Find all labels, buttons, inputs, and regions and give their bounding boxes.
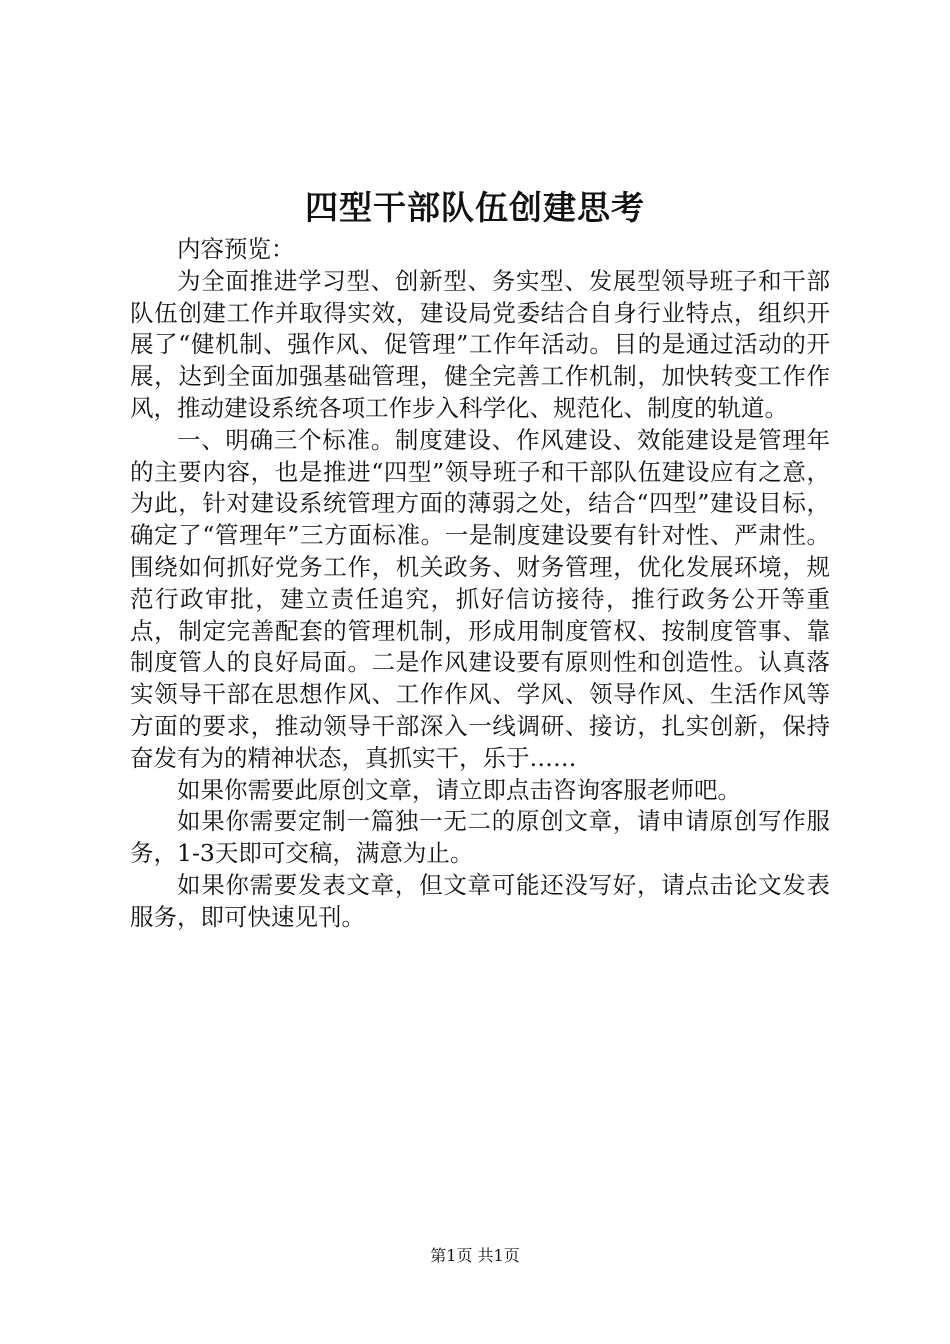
paragraph-contact-service: 如果你需要此原创文章，请立即点击咨询客服老师吧。 (177, 775, 741, 804)
paragraph-standards: 一、明确三个标准。制度建设、作风建设、效能建设是管理年的主要内容，也是推进“四型”领导班子和干部队伍建设应有之意，为此，针对建设系统管理方面的薄弱之处，结合“四型”建设目标，确定了“管理年”三方面标准。一是制度建设要有针对性、严肃性。围绕如何抓好党务工作，机关政务、财务管理，优化发展环境，规范行政审批，建立责任追究，抓好信访接待，推行政务公开等重点，制定完善配套的管理机制，形成用制度管权、按制度管事、靠制度管人的良好局面。二是作风建设要有原则性和创造性。认真落实领导干部在思想作风、工作作风、学风、领导作风、生活作风等方面的要求，推动领导干部深入一线调研、接访，扎实创新，保持奋发有为的精神状态，真抓实干，乐于…… (130, 425, 830, 772)
document-title: 四型干部队伍创建思考 (305, 188, 645, 227)
page-number: 第1页 共1页 (430, 1246, 520, 1265)
paragraph-custom-writing: 如果你需要定制一篇独一无二的原创文章，请申请原创写作服务，1-3天即可交稿，满意为止。 (130, 807, 830, 868)
paragraph-publishing: 如果你需要发表文章，但文章可能还没写好，请点击论文发表服务，即可快速见刊。 (130, 870, 830, 931)
preview-label: 内容预览： (177, 235, 295, 263)
document-body (130, 234, 830, 934)
page-footer (0, 1245, 950, 1267)
paragraph-intro: 为全面推进学习型、创新型、务实型、发展型领导班子和干部队伍创建工作并取得实效，建设局党委结合自身行业特点，组织开展了“健机制、强作风、促管理”工作年活动。目的是通过活动的开展，达到全面加强基础管理，健全完善工作机制，加快转变工作作风，推动建设系统各项工作步入科学化、规范化、制度的轨道。 (130, 266, 830, 422)
